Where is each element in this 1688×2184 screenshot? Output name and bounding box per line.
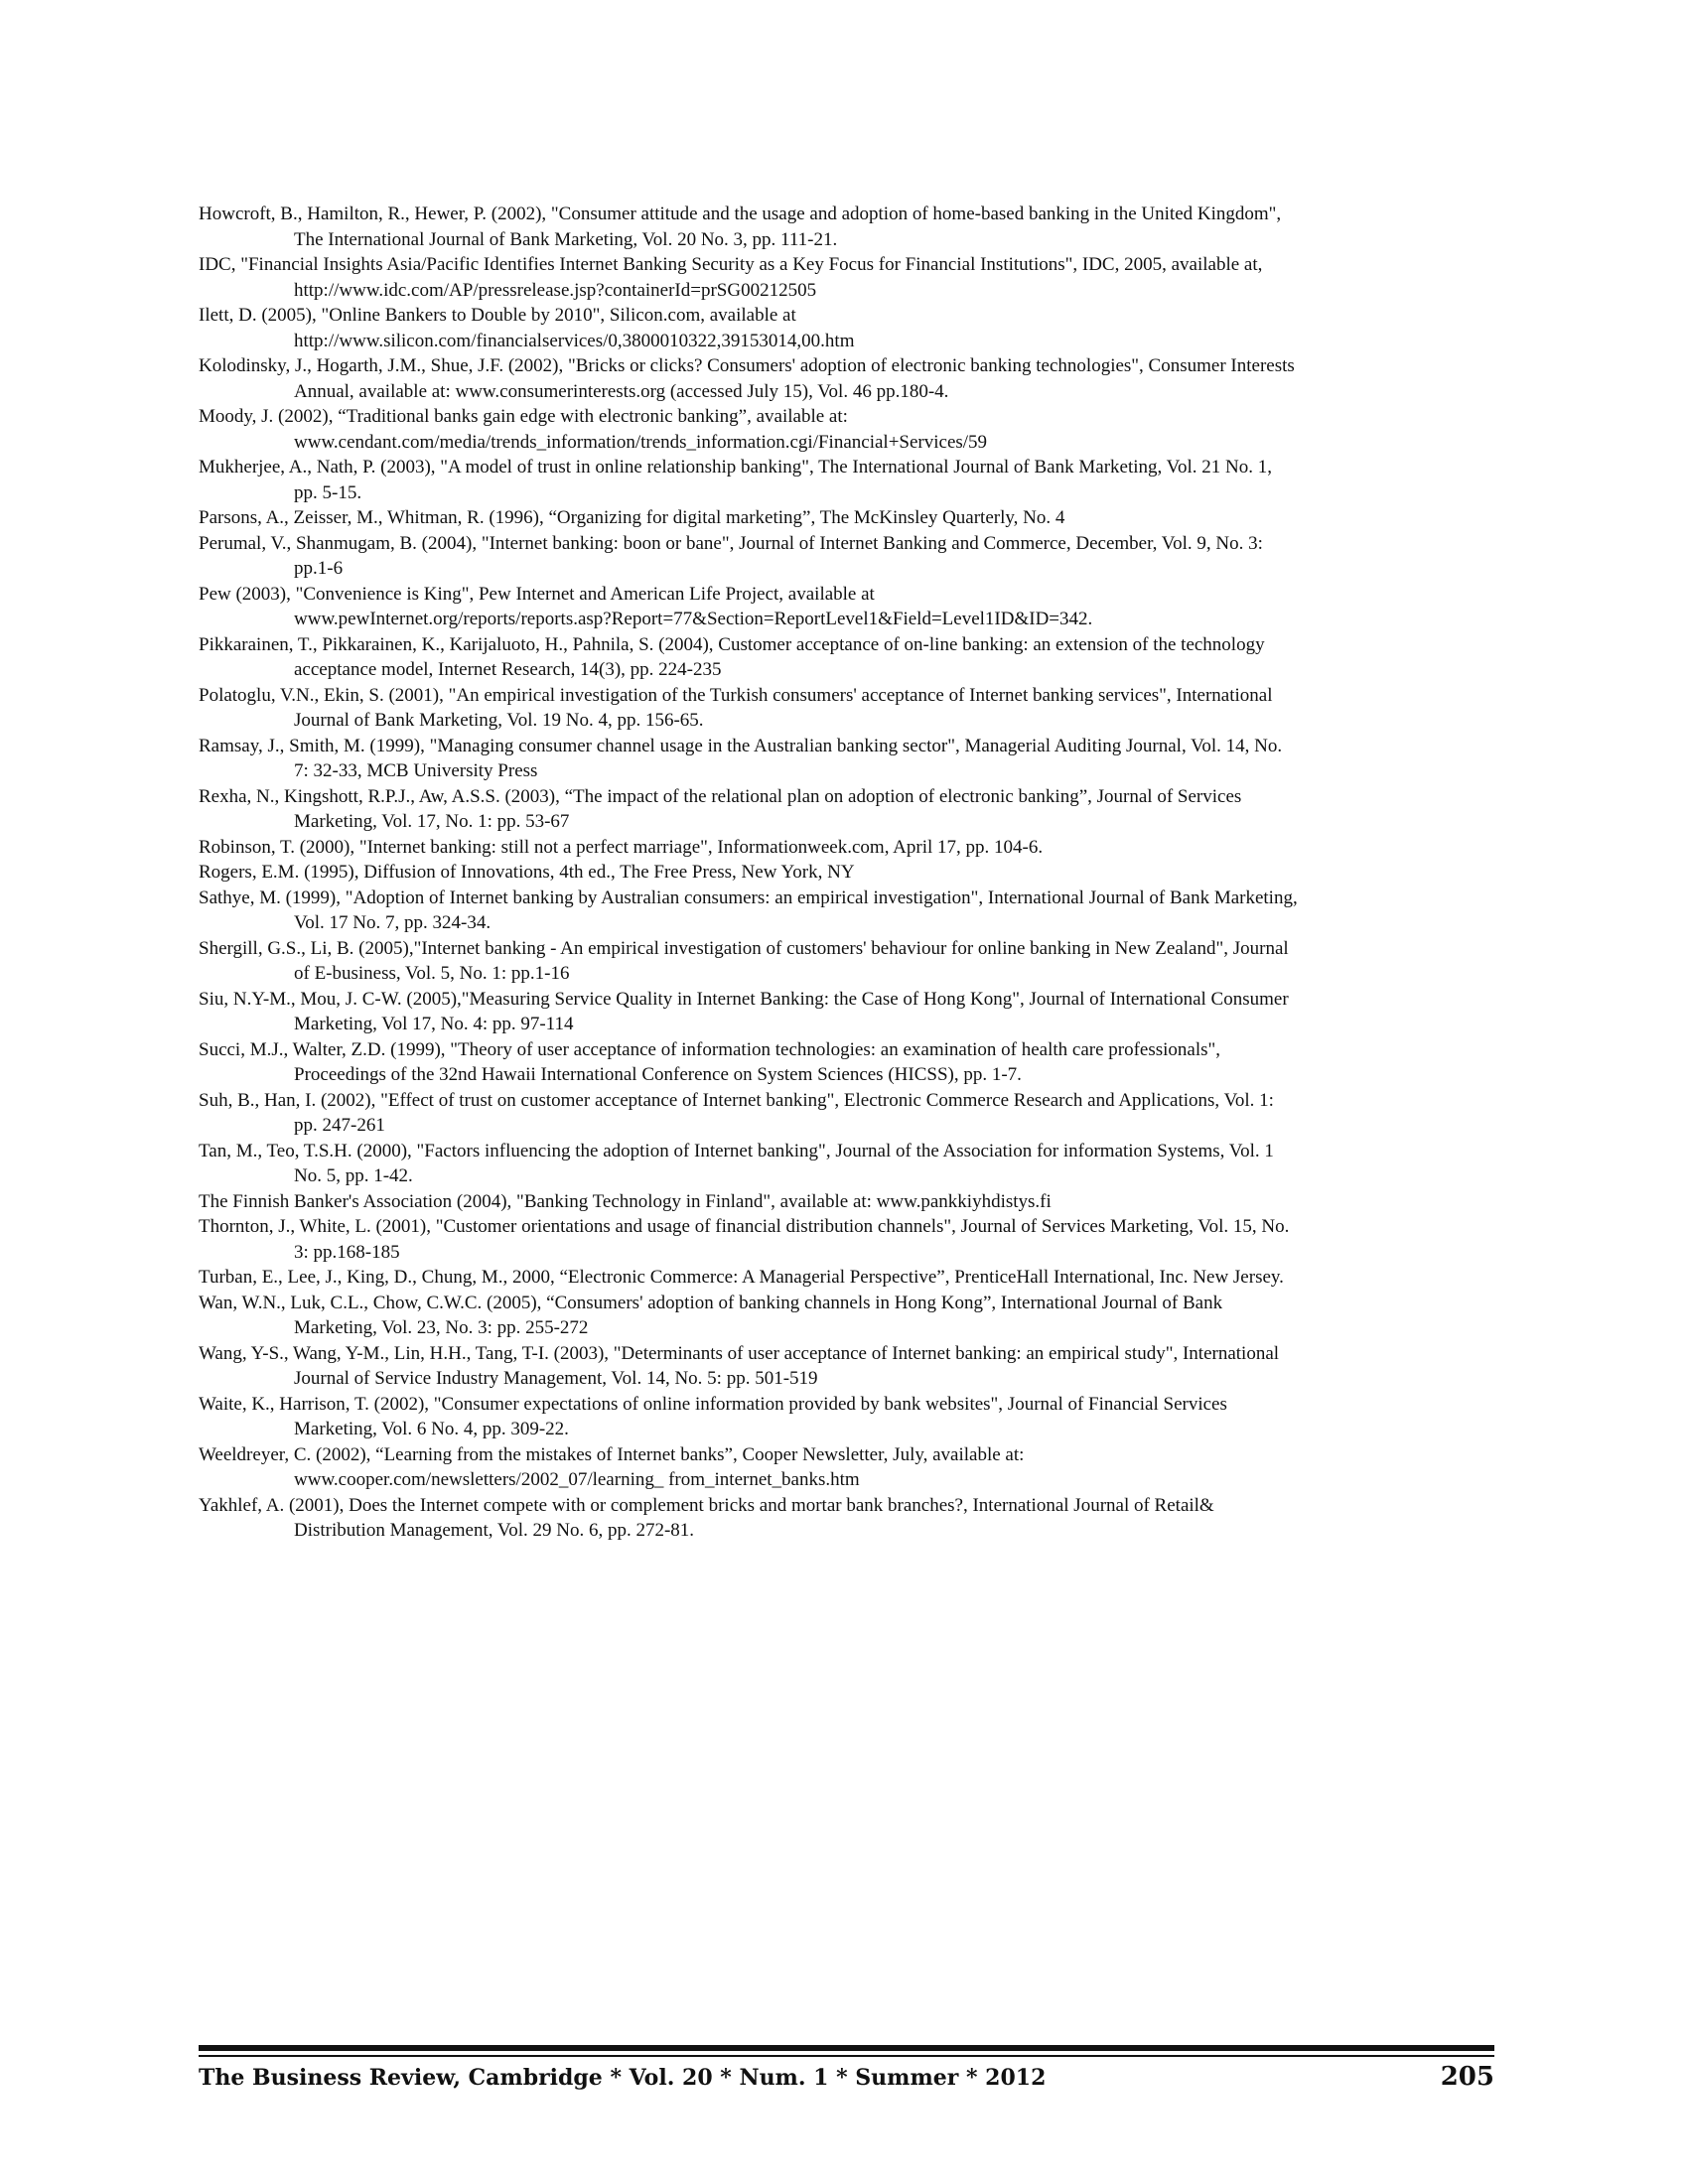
reference-entry: Thornton, J., White, L. (2001), "Customer orientations and usage of financial distribution channels", Journal of Services Marketing, Vol. 15, No. 3: pp.168-185 (199, 1216, 1290, 1263)
page-number: 205 (1440, 2062, 1494, 2092)
reference-entry: Sathye, M. (1999), "Adoption of Internet banking by Australian consumers: an empirical investigation", International Journal of Bank Marketing, Vol. 17 No. 7, pp. 324-34. (199, 887, 1298, 933)
reference-entry: Rogers, E.M. (1995), Diffusion of Innovations, 4th ed., The Free Press, New York, NY (199, 862, 855, 883)
reference-entry: Wang, Y-S., Wang, Y-M., Lin, H.H., Tang, T-I. (2003), "Determinants of user acceptance of Internet banking: an empirical study", International Journal of Service Industry Management, Vol. 14, No. 5: pp. 501-519 (199, 1342, 1280, 1389)
reference-entry: Moody, J. (2002), “Traditional banks gain edge with electronic banking”, available at: www.cendant.com/media/trends_information/trends_information.cgi/Financial+Services/59 (199, 406, 988, 453)
reference-list (199, 202, 1494, 1544)
reference-entry: Siu, N.Y-M., Mou, J. C-W. (2005),"Measuring Service Quality in Internet Banking: the Case of Hong Kong", Journal of International Consumer Marketing, Vol 17, No. 4: pp. 97-114 (199, 988, 1289, 1034)
reference-entry: Ramsay, J., Smith, M. (1999), "Managing consumer channel usage in the Australian banking sector", Managerial Auditing Journal, Vol. 14, No. 7: 32-33, MCB University Press (199, 735, 1283, 781)
reference-entry: The Finnish Banker's Association (2004), "Banking Technology in Finland", available at: www.pankkiyhdistys.fi (199, 1190, 1052, 1212)
reference-entry: Perumal, V., Shanmugam, B. (2004), "Internet banking: boon or bane", Journal of Internet Banking and Commerce, December, Vol. 9, No. 3: pp.1-6 (199, 532, 1263, 579)
reference-entry: Robinson, T. (2000), "Internet banking: still not a perfect marriage", Informationweek.com, April 17, pp. 104-6. (199, 836, 1044, 858)
footer-rule-thin (199, 2055, 1494, 2057)
reference-entry: Shergill, G.S., Li, B. (2005),"Internet banking - An empirical investigation of customers' behaviour for online banking in New Zealand", Journal of E-business, Vol. 5, No. 1: pp.1-16 (199, 937, 1289, 984)
reference-entry: Succi, M.J., Walter, Z.D. (1999), "Theory of user acceptance of information technologies: an examination of health care professionals", Proceedings of the 32nd Hawaii International Conference on System Sciences (HICSS), pp. 1-7. (199, 1038, 1221, 1085)
reference-entry: Parsons, A., Zeisser, M., Whitman, R. (1996), “Organizing for digital marketing”, The McKinsley Quarterly, No. 4 (199, 507, 1065, 528)
journal-citation: The Business Review, Cambridge * Vol. 20 * Num. 1 * Summer * 2012 (199, 2065, 1047, 2091)
reference-entry: Kolodinsky, J., Hogarth, J.M., Shue, J.F. (2002), "Bricks or clicks? Consumers' adoption of electronic banking technologies", Consumer Interests Annual, available at: www.consumerinterests.org (accessed July 15), Vol. 46 pp.180-4. (199, 355, 1295, 402)
reference-entry: IDC, "Financial Insights Asia/Pacific Identifies Internet Banking Security as a Key Focus for Financial Institutions", IDC, 2005, available at, http://www.idc.com/AP/pressrelease.jsp?containerId=prSG00212505 (199, 254, 1263, 301)
reference-entry: Yakhlef, A. (2001), Does the Internet compete with or complement bricks and mortar bank branches?, International Journal of Retail& Distribution Management, Vol. 29 No. 6, pp. 272-81. (199, 1494, 1214, 1541)
reference-entry: Mukherjee, A., Nath, P. (2003), "A model of trust in online relationship banking", The International Journal of Bank Marketing, Vol. 21 No. 1, pp. 5-15. (199, 457, 1272, 503)
reference-entry: Pikkarainen, T., Pikkarainen, K., Karijaluoto, H., Pahnila, S. (2004), Customer acceptance of on-line banking: an extension of the technology acceptance model, Internet Research, 14(3), pp. 224-235 (199, 633, 1265, 680)
reference-entry: Wan, W.N., Luk, C.L., Chow, C.W.C. (2005), “Consumers' adoption of banking channels in Hong Kong”, International Journal of Bank Marketing, Vol. 23, No. 3: pp. 255-272 (199, 1292, 1223, 1338)
reference-entry: Howcroft, B., Hamilton, R., Hewer, P. (2002), "Consumer attitude and the usage and adoption of home-based banking in the United Kingdom", The International Journal of Bank Marketing, Vol. 20 No. 3, pp. 111-21. (199, 204, 1282, 250)
footer-rule-thick (199, 2045, 1494, 2051)
reference-entry: Waite, K., Harrison, T. (2002), "Consumer expectations of online information provided by bank websites", Journal of Financial Services Marketing, Vol. 6 No. 4, pp. 309-22. (199, 1393, 1227, 1439)
reference-entry: Tan, M., Teo, T.S.H. (2000), "Factors influencing the adoption of Internet banking", Journal of the Association for information Systems, Vol. 1 No. 5, pp. 1-42. (199, 1140, 1274, 1186)
reference-entry: Suh, B., Han, I. (2002), "Effect of trust on customer acceptance of Internet banking", Electronic Commerce Research and Applications, Vol. 1: pp. 247-261 (199, 1089, 1274, 1136)
reference-entry: Turban, E., Lee, J., King, D., Chung, M., 2000, “Electronic Commerce: A Managerial Perspective”, PrenticeHall International, Inc. New Jersey. (199, 1267, 1284, 1288)
reference-entry: Rexha, N., Kingshott, R.P.J., Aw, A.S.S. (2003), “The impact of the relational plan on adoption of electronic banking”, Journal of Services Marketing, Vol. 17, No. 1: pp. 53-67 (199, 785, 1242, 832)
page-footer (199, 2062, 1494, 2092)
reference-entry: Ilett, D. (2005), "Online Bankers to Double by 2010", Silicon.com, available at http://www.silicon.com/financialservices/0,3800010322,39153014,00.htm (199, 305, 855, 351)
reference-entry: Pew (2003), "Convenience is King", Pew Internet and American Life Project, available at www.pewInternet.org/reports/reports.asp?Report=77&Section=ReportLevel1&Field=Level1ID&ID=342. (199, 583, 1093, 629)
reference-entry: Weeldreyer, C. (2002), “Learning from the mistakes of Internet banks”, Cooper Newsletter, July, available at: www.cooper.com/newsletters/2002_07/learning_ from_internet_banks.htm (199, 1443, 1025, 1490)
reference-entry: Polatoglu, V.N., Ekin, S. (2001), "An empirical investigation of the Turkish consumers' acceptance of Internet banking services", International Journal of Bank Marketing, Vol. 19 No. 4, pp. 156-65. (199, 684, 1273, 731)
